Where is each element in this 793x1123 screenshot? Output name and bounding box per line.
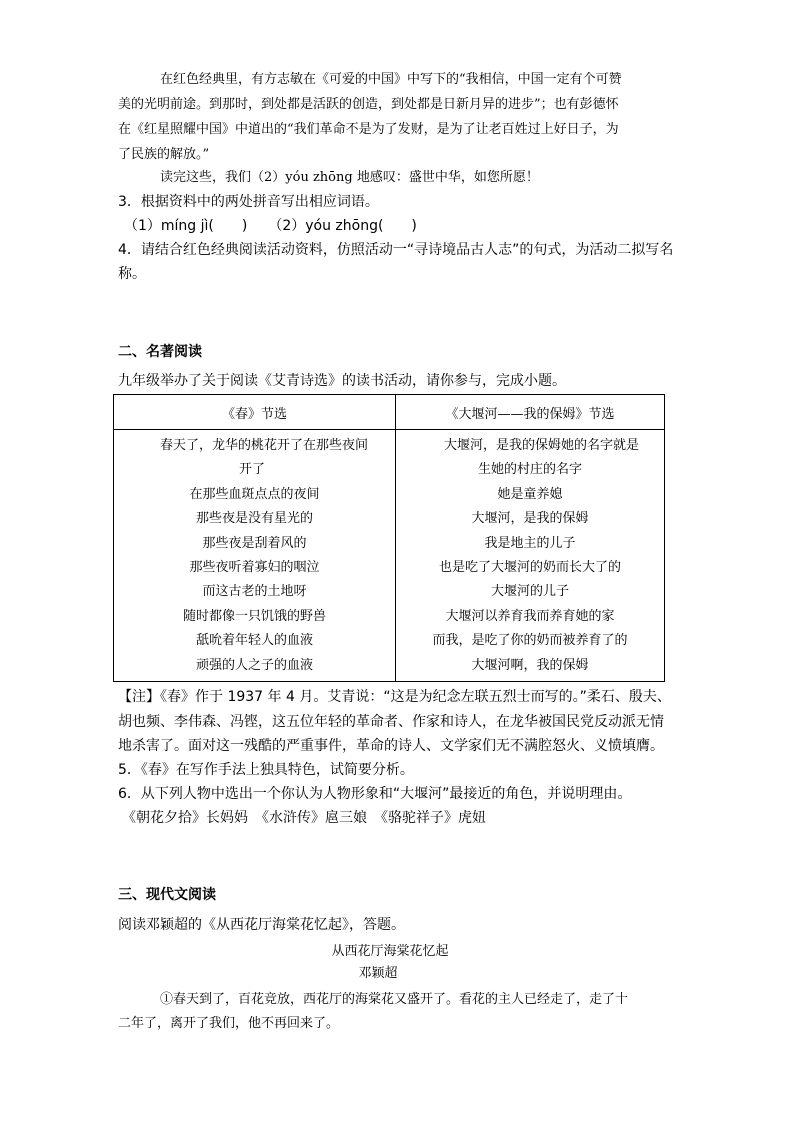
poem-dayanhe-excerpt [396, 430, 665, 682]
article-author: 邓颖超 [358, 966, 398, 981]
section-heading: 二、名著阅读 [118, 344, 202, 360]
note-paragraph: 【注】《春》作于 1937 年 4 月。艾青说：“这是为纪念左联五烈士而写的。”柔石、殷夫、 [118, 689, 671, 705]
section-intro: 九年级举办了关于阅读《艾青诗选》的读书活动，请你参与，完成小题。 [118, 373, 566, 389]
poem-line: 而我，是吃了你的奶而被养育了的 [432, 633, 628, 649]
poem-line: 大堰河，是我的保姆她的名字就是 [444, 438, 640, 453]
poem-line: 随时都像一只饥饿的野兽 [182, 608, 326, 624]
intro-paragraph-line: 在《红星照耀中国》中道出的“我们革命不是为了发财，是为了让老百姓过上好日子，为 [118, 122, 619, 137]
poem-line: 那些夜是没有星光的 [195, 511, 313, 527]
section-intro: 阅读邓颖超的《从西花厅海棠花忆起》，答题。 [118, 917, 405, 933]
poem-line: 生她的村庄的名字 [477, 462, 582, 478]
question-4: 4．请结合红色经典阅读活动资料，仿照活动一“寻诗境品古人志”的句式，为活动二拟写名 [118, 242, 674, 258]
poem-chun-excerpt [114, 430, 396, 682]
note-paragraph: 地杀害了。面对这一残酷的严重事件，革命的诗人、文学家们无不满腔怒火、义愤填膺。 [118, 738, 664, 754]
poem-line: 大堰河，是我的保姆 [471, 511, 589, 527]
question-4-continued: 称。 [118, 266, 146, 282]
intro-paragraph-line: 美的光明前途。到那时，到处都是活跃的创造，到处都是日新月异的进步”；也有彭德怀 [118, 97, 619, 112]
article-title: 从西花厅海棠花忆起 [331, 944, 449, 959]
intro-paragraph-line: 在红色经典里，有方志敏在《可爱的中国》中写下的“我相信，中国一定有个可赞 [160, 72, 622, 87]
section-heading: 三、现代文阅读 [118, 887, 216, 903]
poem-comparison-table [113, 394, 665, 682]
table-header: 《大堰河——我的保姆》节选 [396, 395, 665, 430]
poem-line: 舐吮着年轻人的血液 [195, 633, 313, 649]
table-header: 《春》节选 [114, 395, 396, 430]
poem-line: 我是地主的儿子 [484, 535, 576, 551]
poem-line: 大堰河啊，我的保姆 [471, 657, 589, 673]
article-paragraph: 二年了，离开了我们，他不再回来了。 [118, 1016, 340, 1031]
note-paragraph: 胡也频、李伟森、冯铿，这五位年轻的革命者、作家和诗人，在龙华被国民党反动派无情 [118, 714, 664, 730]
poem-line: 那些夜是刮着风的 [202, 535, 307, 551]
question-3-blanks: （1）míng jì( ) （2）yóu zhōng( ) [124, 218, 417, 234]
poem-line: 也是吃了大堰河的奶而长大了的 [438, 559, 621, 575]
question-5: 5．《春》在写作手法上独具特色，试简要分析。 [118, 762, 414, 778]
poem-line: 开了 [239, 462, 266, 478]
poem-line: 大堰河以养育我而养育她的家 [445, 608, 615, 624]
poem-line: 大堰河的儿子 [490, 584, 569, 600]
poem-line: 春天了，龙华的桃花开了在那些夜间 [160, 438, 369, 453]
question-3: 3．根据资料中的两处拼音写出相应词语。 [118, 194, 379, 210]
question-6-options: 《朝花夕拾》长妈妈 《水浒传》扈三娘 《骆驼祥子》虎妞 [122, 810, 486, 826]
poem-line: 在那些血斑点点的夜间 [189, 486, 320, 502]
poem-line: 她是童养媳 [497, 486, 563, 502]
intro-paragraph-line: 了民族的解放。” [118, 147, 210, 162]
article-paragraph: ①春天到了，百花竞放，西花厅的海棠花又盛开了。看花的主人已经走了，走了十 [160, 992, 629, 1007]
intro-paragraph-line: 读完这些，我们（2）yóu zhōng 地感叹：盛世中华，如您所愿！ [160, 170, 539, 185]
poem-line: 那些夜听着寡妇的咽泣 [189, 559, 320, 575]
poem-line: 顽强的人之子的血液 [195, 657, 313, 673]
poem-line: 而这古老的土地呀 [202, 584, 307, 600]
question-6: 6．从下列人物中选出一个你认为人物形象和“大堰河”最接近的角色，并说明理由。 [118, 786, 632, 802]
